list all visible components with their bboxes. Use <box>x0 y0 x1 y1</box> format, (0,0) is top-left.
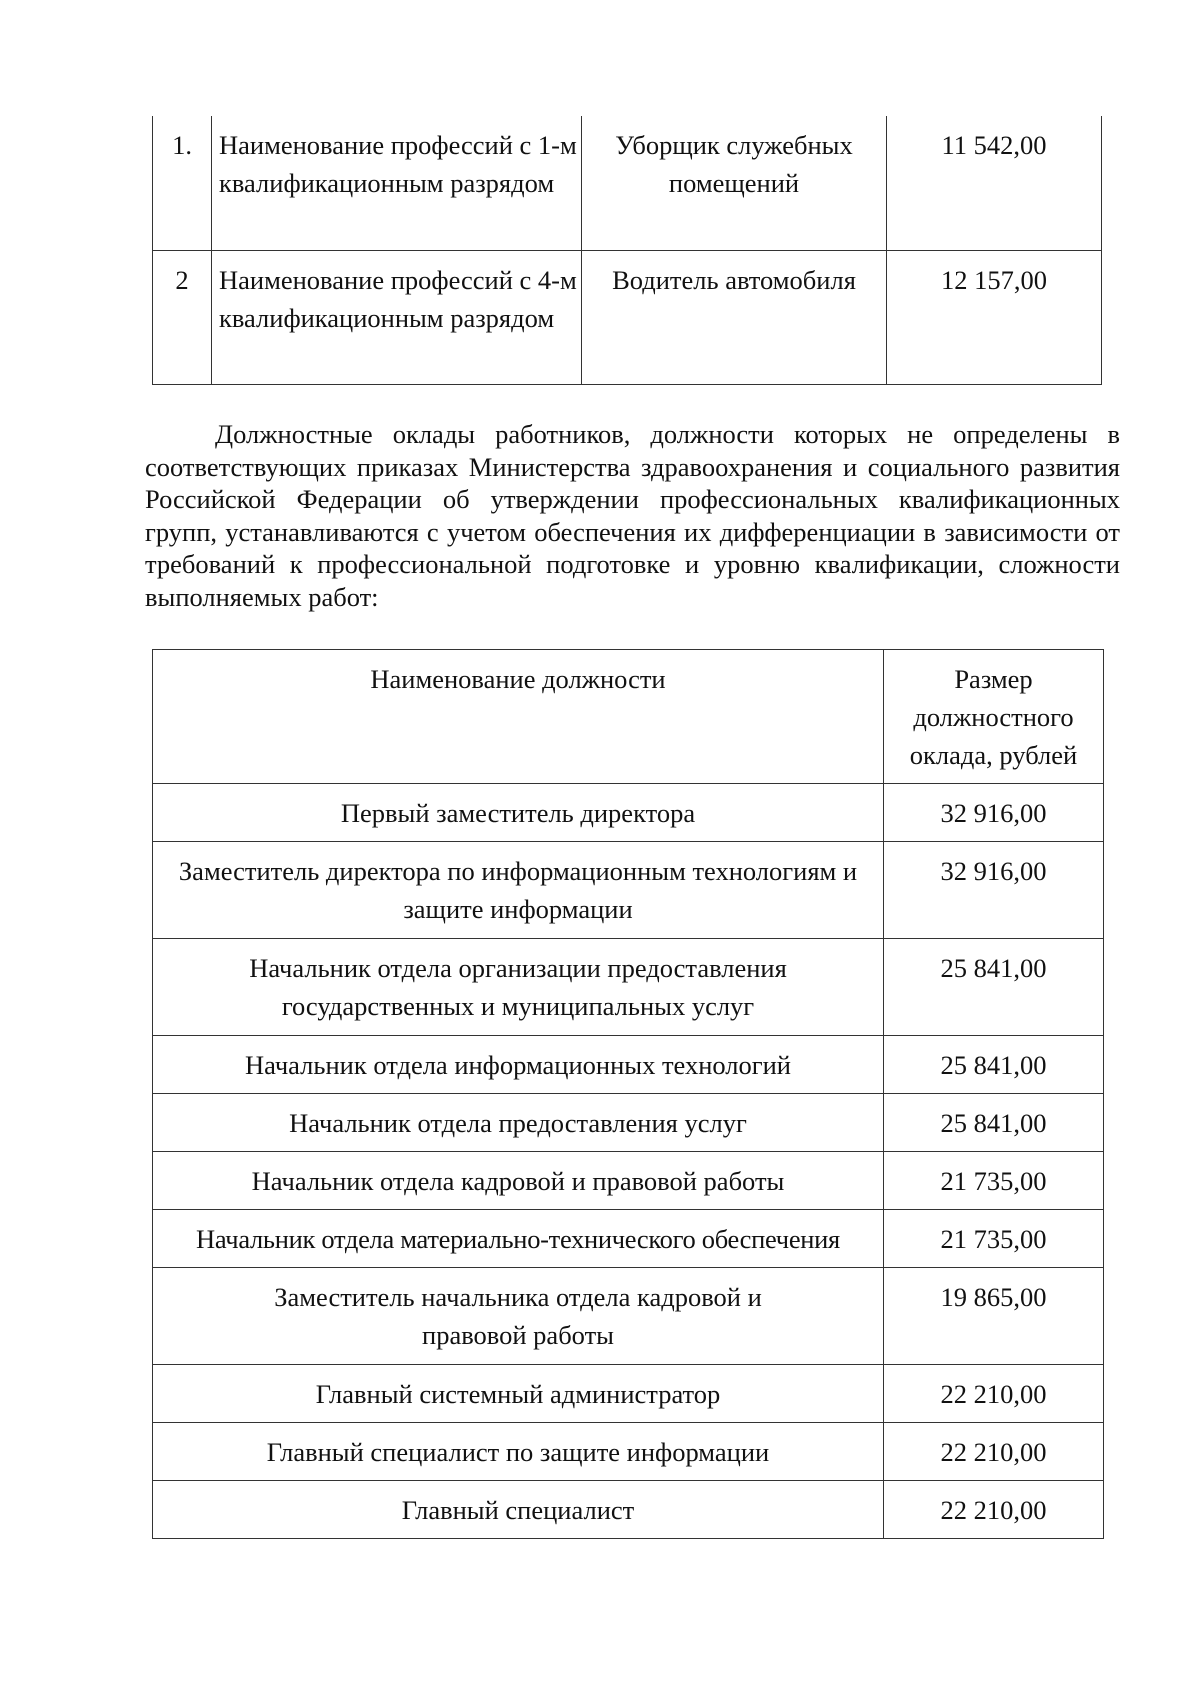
header-salary-text: Размер должностного оклада, рублей <box>909 664 1078 770</box>
salary-value: 22 210,00 <box>884 1481 1104 1539</box>
position-name <box>153 1268 884 1365</box>
salary-value: 32 916,00 <box>884 842 1104 939</box>
salary-value: 25 841,00 <box>884 939 1104 1036</box>
table-row <box>153 1481 1104 1539</box>
salary-value: 21 735,00 <box>884 1152 1104 1210</box>
profession-name: Водитель автомобиля <box>582 250 887 384</box>
position-name: Начальник отдела материально-технического обеспечения <box>153 1210 884 1268</box>
salary-value: 25 841,00 <box>884 1036 1104 1094</box>
position-name: Начальник отдела кадровой и правовой работы <box>153 1152 884 1210</box>
table-row <box>153 842 1104 939</box>
salary-value: 32 916,00 <box>884 784 1104 842</box>
salary-value: 19 865,00 <box>884 1268 1104 1365</box>
profession-name: Уборщик служебных помещений <box>582 116 887 250</box>
table-row <box>153 116 1102 250</box>
table-row <box>153 1365 1104 1423</box>
position-name <box>153 842 884 939</box>
table-row <box>153 784 1104 842</box>
table-row <box>153 1036 1104 1094</box>
table-row <box>153 250 1102 384</box>
table-row <box>153 1152 1104 1210</box>
position-name: Первый заместитель директора <box>153 784 884 842</box>
table-row <box>153 1423 1104 1481</box>
table-row <box>153 1094 1104 1152</box>
table-row <box>153 1268 1104 1365</box>
position-name: Начальник отдела предоставления услуг <box>153 1094 884 1152</box>
body-paragraph: Должностные оклады работников, должности которых не определены в соответствующих приказах Министерства здравоохранения и социального развития Российской Федерации об утверждении профессиональных квалификационных групп, устанавливаются с учетом обеспечения их дифференциации в зависимости от требований к профессиональной подготовке и уровню квалификации, сложности выполняемых работ: <box>145 419 1120 612</box>
position-name-text: Заместитель директора по информационным технологиям и защите информации <box>178 856 858 924</box>
qualification-group: Наименование профессий с 1-м квалификационным разрядом <box>212 116 582 250</box>
header-salary <box>884 650 1104 784</box>
table-row <box>153 1210 1104 1268</box>
salary-value: 22 210,00 <box>884 1423 1104 1481</box>
table-header-row <box>153 650 1104 784</box>
position-name-text: Заместитель начальника отдела кадровой и правовой работы <box>274 1282 762 1350</box>
salary-value: 21 735,00 <box>884 1210 1104 1268</box>
position-name-text: Начальник отдела организации предоставления государственных и муниципальных услуг <box>249 953 787 1021</box>
salary-value: 12 157,00 <box>887 250 1102 384</box>
position-name: Главный специалист <box>153 1481 884 1539</box>
professions-salary-table <box>152 116 1102 385</box>
positions-salary-table <box>152 649 1104 1539</box>
table-row <box>153 939 1104 1036</box>
salary-value: 25 841,00 <box>884 1094 1104 1152</box>
salary-value: 11 542,00 <box>887 116 1102 250</box>
row-number: 1. <box>153 116 212 250</box>
header-position: Наименование должности <box>153 650 884 784</box>
row-number: 2 <box>153 250 212 384</box>
position-name: Главный специалист по защите информации <box>153 1423 884 1481</box>
salary-value: 22 210,00 <box>884 1365 1104 1423</box>
position-name <box>153 939 884 1036</box>
qualification-group: Наименование профессий с 4-м квалификационным разрядом <box>212 250 582 384</box>
position-name: Начальник отдела информационных технологий <box>153 1036 884 1094</box>
position-name: Главный системный администратор <box>153 1365 884 1423</box>
